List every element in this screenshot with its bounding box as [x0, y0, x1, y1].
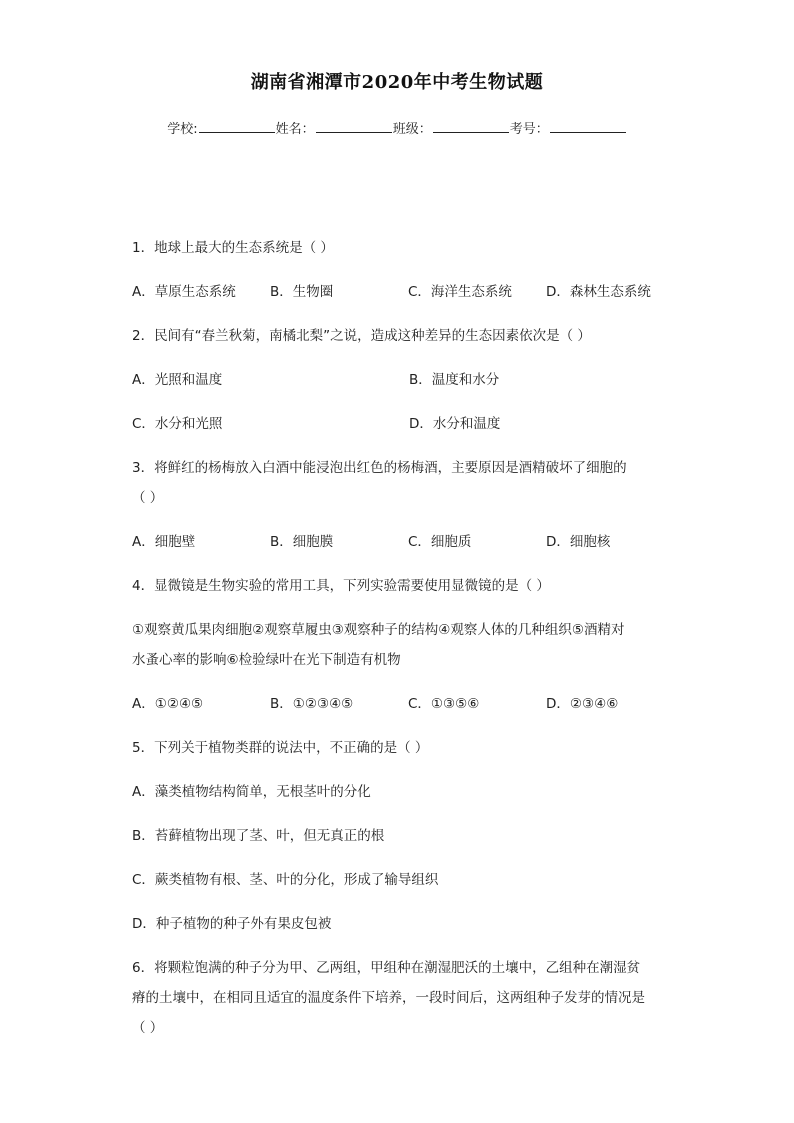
option-c: C．①③⑤⑥ — [408, 696, 480, 712]
question-stem: 3．将鲜红的杨梅放入白酒中能浸泡出红色的杨梅酒，主要原因是酒精破坏了细胞的 — [132, 460, 627, 476]
option-b: B．生物圈 — [270, 284, 334, 300]
question-5 — [132, 733, 672, 939]
option-c: C．蕨类植物有根、茎、叶的分化，形成了输导组织 — [132, 872, 439, 888]
option-c: C．水分和光照 — [132, 416, 223, 432]
option-a: A．光照和温度 — [132, 372, 223, 388]
question-options — [132, 365, 672, 395]
exam-no-blank — [550, 120, 626, 133]
option-a: A．细胞壁 — [132, 534, 196, 550]
question-4 — [132, 571, 672, 719]
option-b: B．①②③④⑤ — [270, 696, 354, 712]
question-options — [132, 409, 672, 439]
name-blank — [316, 120, 392, 133]
question-stem-cont: 瘠的土壤中，在相同且适宜的温度条件下培养，一段时间后，这两组种子发芽的情况是 — [132, 990, 645, 1006]
question-1 — [132, 233, 672, 307]
question-stem: 1．地球上最大的生态系统是（ ） — [132, 240, 334, 256]
question-6 — [132, 953, 672, 1043]
school-blank — [199, 120, 275, 133]
class-blank — [433, 120, 509, 133]
page-title: 湖南省湘潭市2020年中考生物试题 — [250, 72, 544, 93]
question-stem-cont: （ ） — [132, 490, 164, 506]
option-d: D．森林生态系统 — [546, 284, 651, 300]
option-d: D．②③④⑥ — [546, 696, 619, 712]
class-label: 班级： — [392, 122, 432, 137]
question-stem: 4．显微镜是生物实验的常用工具，下列实验需要使用显微镜的是（ ） — [132, 578, 550, 594]
option-c: C．细胞质 — [408, 534, 472, 550]
option-b: B．苔藓植物出现了茎、叶，但无真正的根 — [132, 828, 385, 844]
option-c: C．海洋生态系统 — [408, 284, 512, 300]
question-stem: 5．下列关于植物类群的说法中，不正确的是（ ） — [132, 740, 429, 756]
question-3 — [132, 453, 672, 557]
option-d: D．细胞核 — [546, 534, 611, 550]
student-info-line — [0, 118, 794, 137]
question-list — [132, 233, 672, 1043]
question-stem-cont: （ ） — [132, 1020, 164, 1036]
question-options — [132, 689, 672, 719]
school-label: 学校: — [167, 122, 198, 137]
question-2 — [132, 321, 672, 439]
option-d: D．种子植物的种子外有果皮包被 — [132, 916, 332, 932]
option-d: D．水分和温度 — [409, 416, 501, 432]
name-label: 姓名： — [275, 122, 315, 137]
question-stem: 6．将颗粒饱满的种子分为甲、乙两组，甲组种在潮湿肥沃的土壤中，乙组种在潮湿贫 — [132, 960, 641, 976]
option-a: A．草原生态系统 — [132, 284, 236, 300]
question-description: ①观察黄瓜果肉细胞②观察草履虫③观察种子的结构④观察人体的几种组织⑤酒精对 — [132, 622, 625, 638]
question-options — [132, 527, 672, 557]
option-a: A．藻类植物结构简单，无根茎叶的分化 — [132, 784, 371, 800]
option-a: A．①②④⑤ — [132, 696, 204, 712]
option-b: B．温度和水分 — [409, 372, 500, 388]
option-b: B．细胞膜 — [270, 534, 334, 550]
question-stem: 2．民间有“春兰秋菊，南橘北梨”之说，造成这种差异的生态因素依次是（ ） — [132, 328, 591, 344]
question-description-cont: 水蚤心率的影响⑥检验绿叶在光下制造有机物 — [132, 652, 401, 668]
exam-no-label: 考号： — [509, 122, 549, 137]
question-options — [132, 277, 672, 307]
